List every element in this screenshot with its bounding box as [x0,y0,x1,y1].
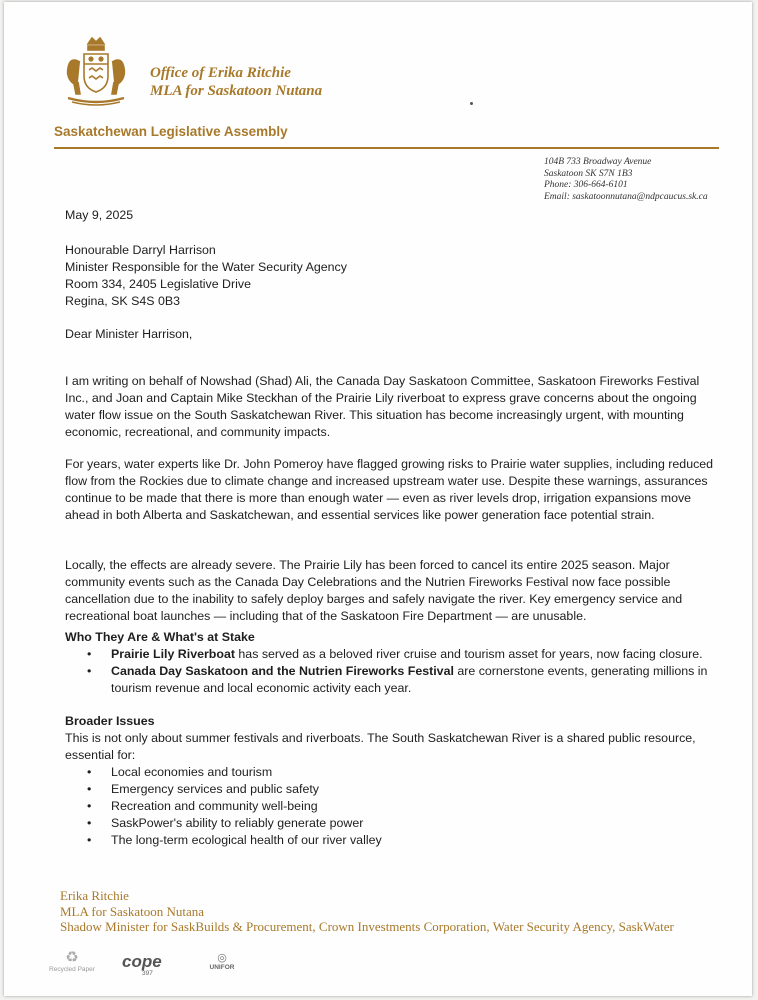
broader-section [65,713,715,849]
letterhead-rule [54,147,719,149]
recycled-paper-logo [44,950,100,973]
broader-heading: Broader Issues [65,714,155,728]
list-item [65,646,715,663]
cope-union-logo [122,952,162,977]
office-address [544,157,708,203]
recipient-title: Minister Responsible for the Water Security Agency [65,260,347,274]
unifor-label: UNIFOR [209,964,235,971]
paragraph-local-impact: Locally, the effects are already severe. The Prairie Lily has been forced to cancel its entire 2025 season. Major community events such as the Canada Day Celebrations and the Nutrien Fireworks Festival now face possible cancellation due to the inability to safely deploy barges and safely navigate the river. Key emergency service and recreational boat launches — including that of the Saskatoon Fire Department — are unusable. [65,558,683,624]
paragraph-intro: I am writing on behalf of Nowshad (Shad) Ali, the Canada Day Saskatoon Committee, Saskatoon Fireworks Festival Inc., and Joan and Captain Mike Steckhan of the Prairie Lily riverboat to express grave concerns about the ongoing water flow issue on the South Saskatchewan River. This situation has become increasingly urgent, with mounting economic, recreational, and community impacts. [65,374,700,440]
letter-date: May 9, 2025 [65,208,134,222]
office-heading [150,64,322,100]
salutation: Dear Minister Harrison, [65,327,193,341]
signer-shadow-role: Shadow Minister for SaskBuilds & Procurement, Crown Investments Corporation, Water Security Agency, SaskWater [60,919,674,934]
item-text: are cornerstone events, generating millions in tourism revenue and local economic activity each year. [111,664,708,695]
stake-section [65,629,715,697]
letter-page [4,2,752,996]
recipient-block [65,242,715,310]
address-phone: Phone: 306-664-6101 [544,180,628,190]
item-bold: Canada Day Saskatoon and the Nutrien Fireworks Festival [111,664,454,678]
list-item [65,663,715,697]
item-text: has served as a beloved river cruise and tourism asset for years, now facing closure. [234,647,703,661]
paragraph-background: For years, water experts like Dr. John Pomeroy have flagged growing risks to Prairie water supplies, including reduced flow from the Rockies due to climate change and increased upstream water use. Despite these warnings, assurances continue to be made that there is more than enough water — even as river levels drop, irrigation expansions move ahead in both Alberta and Saskatchewan, and essential services like power generation face potential strain. [65,457,714,523]
speck [470,102,473,105]
assembly-name: Saskatchewan Legislative Assembly [54,124,288,139]
signer-title: MLA for Saskatoon Nutana [60,903,205,919]
list-item: • Local economies and tourism [65,764,715,781]
unifor-union-logo [204,952,240,971]
coat-of-arms-logo [58,34,134,110]
footer-logos [44,950,264,982]
cope-wordmark: cope [122,952,162,971]
unifor-icon: ◎ [217,952,227,964]
item-bold: Prairie Lily Riverboat [111,647,235,661]
address-email: Email: saskatoonnutana@ndpcaucus.sk.ca [544,191,708,202]
recycle-icon: ♻ [65,949,79,966]
recipient-city: Regina, SK S4S 0B3 [65,294,181,308]
address-line: Saskatoon SK S7N 1B3 [544,168,633,179]
stake-heading: Who They Are & What's at Stake [65,630,255,644]
signer-name: Erika Ritchie [60,888,129,903]
broader-list [65,764,715,849]
list-item: • Recreation and community well-being [65,798,715,815]
broader-intro: This is not only about summer festivals and riverboats. The South Saskatchewan River is a shared public resource, essential for: [65,731,696,762]
recycled-label: Recycled Paper [49,966,95,973]
list-item: • SaskPower's ability to reliably generate power [65,815,715,832]
list-item: • The long-term ecological health of our river valley [65,832,715,849]
list-item: • Emergency services and public safety [65,781,715,798]
recipient-address: Room 334, 2405 Legislative Drive [65,277,251,291]
stake-list [65,646,715,697]
cope-local-number: 397 [142,970,153,977]
office-name: Office of Erika Ritchie [150,65,291,81]
office-riding: MLA for Saskatoon Nutana [150,83,323,99]
address-line: 104B 733 Broadway Avenue [544,157,652,167]
signature-block [60,888,674,935]
recipient-name: Honourable Darryl Harrison [65,243,216,257]
